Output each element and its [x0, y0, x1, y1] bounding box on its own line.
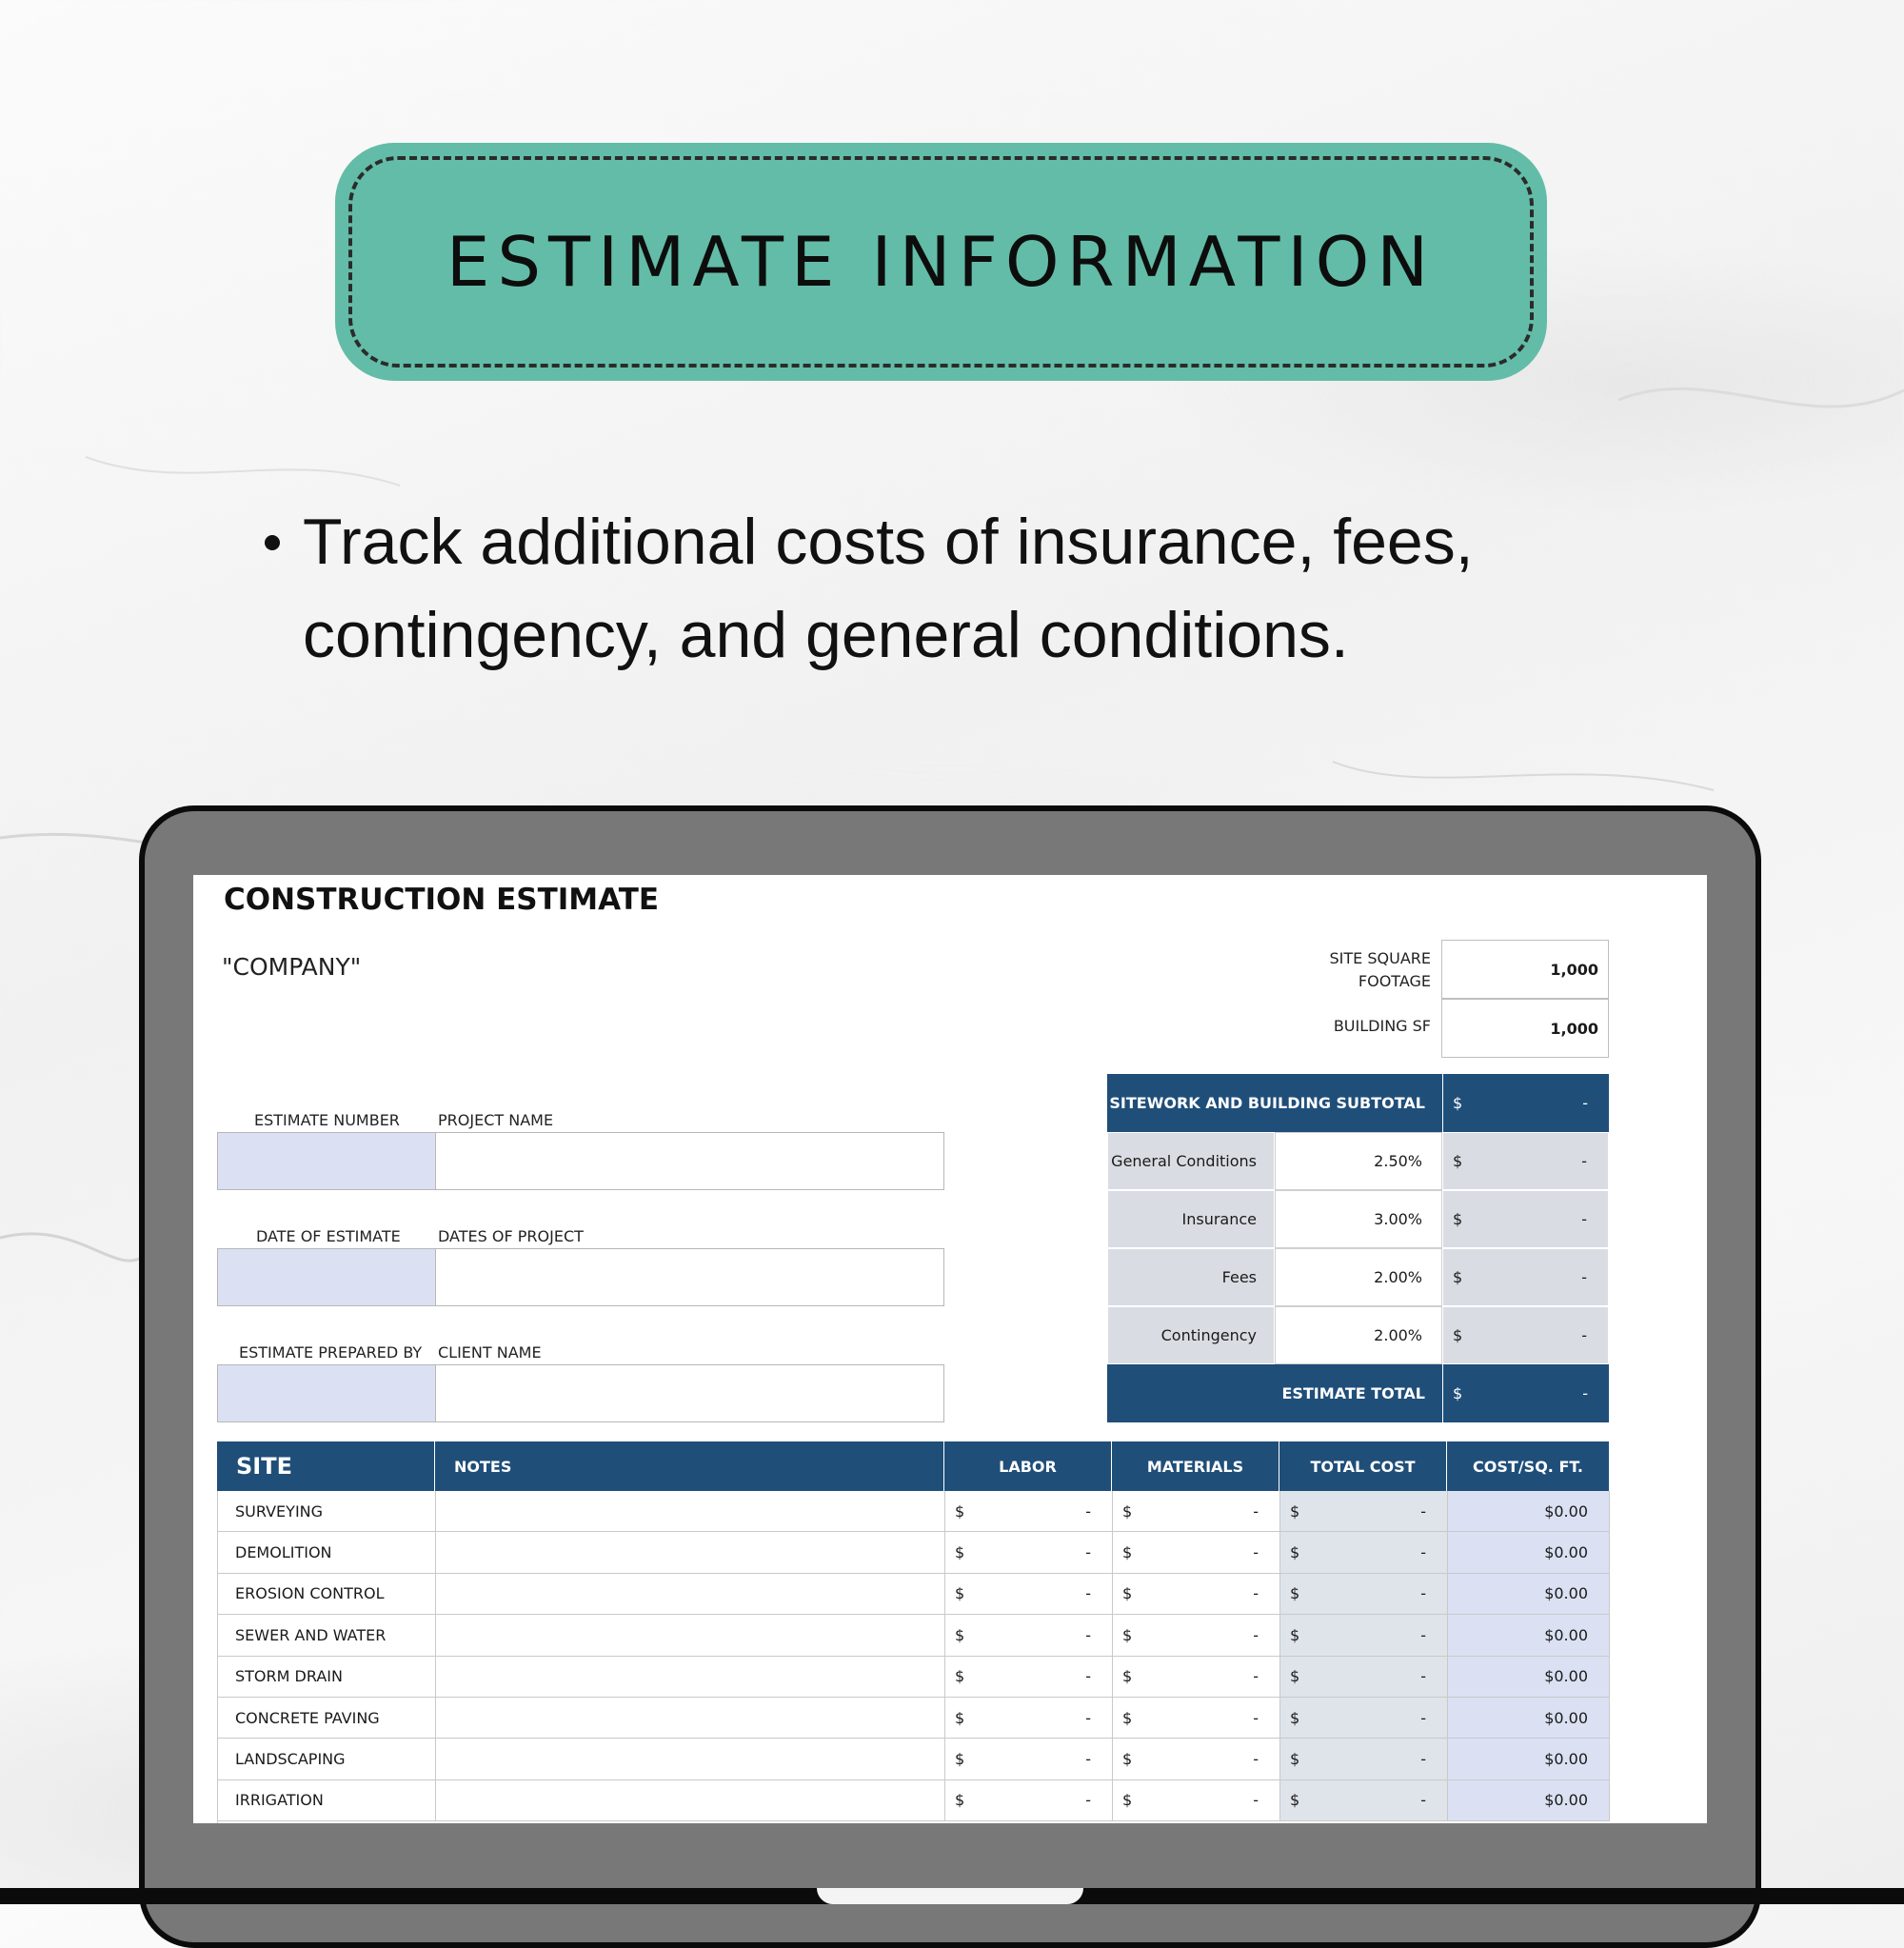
date-of-estimate-label: DATE OF ESTIMATE: [256, 1227, 401, 1245]
labor-cell[interactable]: [945, 1532, 1113, 1573]
amount-value: -: [1085, 1584, 1091, 1603]
amount-value: -: [1253, 1750, 1259, 1769]
project-name-input[interactable]: [435, 1132, 944, 1190]
header-labor: LABOR: [944, 1441, 1112, 1491]
total-cost-cell: [1280, 1574, 1448, 1615]
amount-value: -: [1420, 1543, 1426, 1562]
currency-symbol: $: [1290, 1667, 1300, 1686]
currency-symbol: $: [1290, 1543, 1300, 1562]
cost-per-sqft-cell: $0.00: [1448, 1657, 1610, 1698]
notes-cell[interactable]: [436, 1739, 945, 1779]
cost-per-sqft-cell: $0.00: [1448, 1739, 1610, 1779]
amount-value: -: [1581, 1152, 1587, 1170]
cost-per-sqft-cell: $0.00: [1448, 1532, 1610, 1573]
item-name-cell: LANDSCAPING: [218, 1739, 436, 1779]
materials-cell[interactable]: [1113, 1657, 1280, 1698]
amount-value: -: [1253, 1667, 1259, 1686]
currency-symbol: $: [955, 1543, 965, 1562]
amount-value: -: [1420, 1584, 1426, 1603]
currency-symbol: $: [1290, 1708, 1300, 1727]
currency-symbol: $: [1453, 1268, 1463, 1286]
labor-cell[interactable]: [945, 1491, 1113, 1532]
contingency-amount: [1442, 1306, 1609, 1364]
spreadsheet-screen: [193, 875, 1707, 1823]
notes-cell[interactable]: [436, 1657, 945, 1698]
amount-value: -: [1085, 1667, 1091, 1686]
labor-cell[interactable]: [945, 1615, 1113, 1656]
total-cost-cell: [1280, 1698, 1448, 1739]
laptop-notch: [817, 1888, 1083, 1904]
general-conditions-pct[interactable]: 2.50%: [1275, 1132, 1442, 1190]
bullet-dot-icon: [265, 535, 280, 550]
building-sf-input[interactable]: 1,000: [1441, 999, 1609, 1058]
general-conditions-label: General Conditions: [1107, 1132, 1275, 1190]
amount-value: -: [1420, 1501, 1426, 1521]
currency-symbol: $: [1290, 1625, 1300, 1644]
amount-value: -: [1582, 1384, 1588, 1402]
notes-cell[interactable]: [436, 1698, 945, 1739]
currency-symbol: $: [955, 1708, 965, 1727]
cost-per-sqft-cell: $0.00: [1448, 1698, 1610, 1739]
currency-symbol: $: [1122, 1667, 1133, 1686]
amount-value: -: [1420, 1791, 1426, 1810]
currency-symbol: $: [1122, 1584, 1133, 1603]
fees-label: Fees: [1107, 1248, 1275, 1306]
total-cost-cell: [1280, 1657, 1448, 1698]
materials-cell[interactable]: [1113, 1532, 1280, 1573]
feature-text: Track additional costs of insurance, fees, contingency, and general conditions.: [303, 506, 1474, 671]
currency-symbol: $: [1122, 1625, 1133, 1644]
item-name-cell: IRRIGATION: [218, 1780, 436, 1821]
labor-cell[interactable]: [945, 1574, 1113, 1615]
contingency-pct[interactable]: 2.00%: [1275, 1306, 1442, 1364]
currency-symbol: $: [1290, 1791, 1300, 1810]
materials-cell[interactable]: [1113, 1698, 1280, 1739]
amount-value: -: [1420, 1625, 1426, 1644]
sheet-title: CONSTRUCTION ESTIMATE: [224, 883, 660, 917]
currency-symbol: $: [955, 1584, 965, 1603]
total-cost-cell: [1280, 1491, 1448, 1532]
site-table-body: [217, 1491, 1609, 1823]
item-name-cell: DEMOLITION: [218, 1532, 436, 1573]
currency-symbol: $: [1122, 1501, 1133, 1521]
item-name-cell: SURVEYING: [218, 1491, 436, 1532]
amount-value: -: [1253, 1543, 1259, 1562]
subtotal-currency: $: [1453, 1094, 1463, 1112]
currency-symbol: $: [1290, 1584, 1300, 1603]
estimate-number-label: ESTIMATE NUMBER: [254, 1111, 400, 1129]
currency-symbol: $: [1122, 1543, 1133, 1562]
cost-per-sqft-cell: $0.00: [1448, 1615, 1610, 1656]
estimate-prepared-by-input[interactable]: [217, 1364, 436, 1422]
subtotal-label: SITEWORK AND BUILDING SUBTOTAL: [1107, 1074, 1442, 1132]
estimate-prepared-by-label: ESTIMATE PREPARED BY: [239, 1343, 423, 1362]
currency-symbol: $: [1290, 1750, 1300, 1769]
total-cost-cell: [1280, 1739, 1448, 1779]
notes-cell[interactable]: [436, 1780, 945, 1821]
total-cost-cell: [1280, 1780, 1448, 1821]
table-row: [218, 1739, 1610, 1779]
client-name-input[interactable]: [435, 1364, 944, 1422]
currency-symbol: $: [1453, 1210, 1463, 1228]
currency-symbol: $: [1453, 1384, 1463, 1402]
table-row: [218, 1491, 1610, 1532]
currency-symbol: $: [955, 1501, 965, 1521]
subtotal-amount: -: [1582, 1094, 1588, 1112]
table-row: [218, 1780, 1610, 1821]
amount-value: -: [1253, 1501, 1259, 1521]
table-row: [218, 1615, 1610, 1656]
project-name-label: PROJECT NAME: [438, 1111, 554, 1129]
amount-value: -: [1085, 1543, 1091, 1562]
currency-symbol: $: [955, 1791, 965, 1810]
item-name-cell: CONCRETE PAVING: [218, 1698, 436, 1739]
site-sqft-label: SITE SQUARE FOOTAGE: [1329, 949, 1431, 990]
labor-cell[interactable]: [945, 1780, 1113, 1821]
amount-value: -: [1253, 1791, 1259, 1810]
header-title: ESTIMATE INFORMATION: [446, 222, 1437, 302]
insurance-pct[interactable]: 3.00%: [1275, 1190, 1442, 1248]
materials-cell[interactable]: [1113, 1491, 1280, 1532]
client-name-label: CLIENT NAME: [438, 1343, 542, 1362]
labor-cell[interactable]: [945, 1739, 1113, 1779]
total-cost-cell: [1280, 1615, 1448, 1656]
currency-symbol: $: [1290, 1501, 1300, 1521]
table-row: [218, 1698, 1610, 1739]
fees-pct[interactable]: 2.00%: [1275, 1248, 1442, 1306]
header-cost-sqft: COST/SQ. FT.: [1473, 1457, 1583, 1476]
contingency-label: Contingency: [1107, 1306, 1275, 1364]
labor-cell[interactable]: [945, 1698, 1113, 1739]
currency-symbol: $: [955, 1750, 965, 1769]
table-row: [218, 1532, 1610, 1573]
table-row: [218, 1657, 1610, 1698]
building-sf-label: BUILDING SF: [1333, 1017, 1431, 1035]
amount-value: -: [1581, 1210, 1587, 1228]
header-notes: NOTES: [435, 1441, 944, 1491]
cost-per-sqft-cell: $0.00: [1448, 1574, 1610, 1615]
site-sqft-input[interactable]: 1,000: [1441, 940, 1609, 999]
amount-value: -: [1420, 1667, 1426, 1686]
amount-value: -: [1581, 1268, 1587, 1286]
currency-symbol: $: [955, 1625, 965, 1644]
amount-value: -: [1085, 1791, 1091, 1810]
cost-per-sqft-cell: $0.00: [1448, 1780, 1610, 1821]
insurance-label: Insurance: [1107, 1190, 1275, 1248]
notes-cell[interactable]: [436, 1491, 945, 1532]
subtotal-value: [1442, 1074, 1609, 1132]
currency-symbol: $: [1122, 1750, 1133, 1769]
amount-value: -: [1253, 1708, 1259, 1727]
materials-cell[interactable]: [1113, 1574, 1280, 1615]
header-total-cost: TOTAL COST: [1279, 1441, 1447, 1491]
amount-value: -: [1581, 1326, 1587, 1344]
item-name-cell: SEWER AND WATER: [218, 1615, 436, 1656]
currency-symbol: $: [1453, 1326, 1463, 1344]
insurance-amount: [1442, 1190, 1609, 1248]
estimate-total-value: [1442, 1364, 1609, 1422]
materials-cell[interactable]: [1113, 1615, 1280, 1656]
item-name-cell: STORM DRAIN: [218, 1657, 436, 1698]
currency-symbol: $: [1122, 1791, 1133, 1810]
notes-cell[interactable]: [436, 1532, 945, 1573]
amount-value: -: [1420, 1708, 1426, 1727]
currency-symbol: $: [1453, 1152, 1463, 1170]
item-name-cell: EROSION CONTROL: [218, 1574, 436, 1615]
cost-per-sqft-cell: $0.00: [1448, 1491, 1610, 1532]
header-site: SITE: [217, 1441, 435, 1491]
site-table-header: [217, 1441, 1609, 1491]
general-conditions-amount: [1442, 1132, 1609, 1190]
notes-cell[interactable]: [436, 1574, 945, 1615]
notes-cell[interactable]: [436, 1615, 945, 1656]
estimate-number-input[interactable]: [217, 1132, 436, 1190]
materials-cell[interactable]: [1113, 1739, 1280, 1779]
amount-value: -: [1420, 1750, 1426, 1769]
currency-symbol: $: [1122, 1708, 1133, 1727]
dates-of-project-input[interactable]: [435, 1248, 944, 1306]
table-row: [218, 1574, 1610, 1615]
currency-symbol: $: [955, 1667, 965, 1686]
amount-value: -: [1085, 1750, 1091, 1769]
header-banner: [335, 143, 1547, 381]
amount-value: -: [1085, 1625, 1091, 1644]
date-of-estimate-input[interactable]: [217, 1248, 436, 1306]
materials-cell[interactable]: [1113, 1780, 1280, 1821]
amount-value: -: [1253, 1625, 1259, 1644]
company-name[interactable]: "COMPANY": [222, 953, 362, 981]
amount-value: -: [1253, 1584, 1259, 1603]
fees-amount: [1442, 1248, 1609, 1306]
header-materials: MATERIALS: [1112, 1441, 1279, 1491]
total-cost-cell: [1280, 1532, 1448, 1573]
dates-of-project-label: DATES OF PROJECT: [438, 1227, 584, 1245]
amount-value: -: [1085, 1501, 1091, 1521]
labor-cell[interactable]: [945, 1657, 1113, 1698]
amount-value: -: [1085, 1708, 1091, 1727]
estimate-total-label: ESTIMATE TOTAL: [1107, 1364, 1442, 1422]
